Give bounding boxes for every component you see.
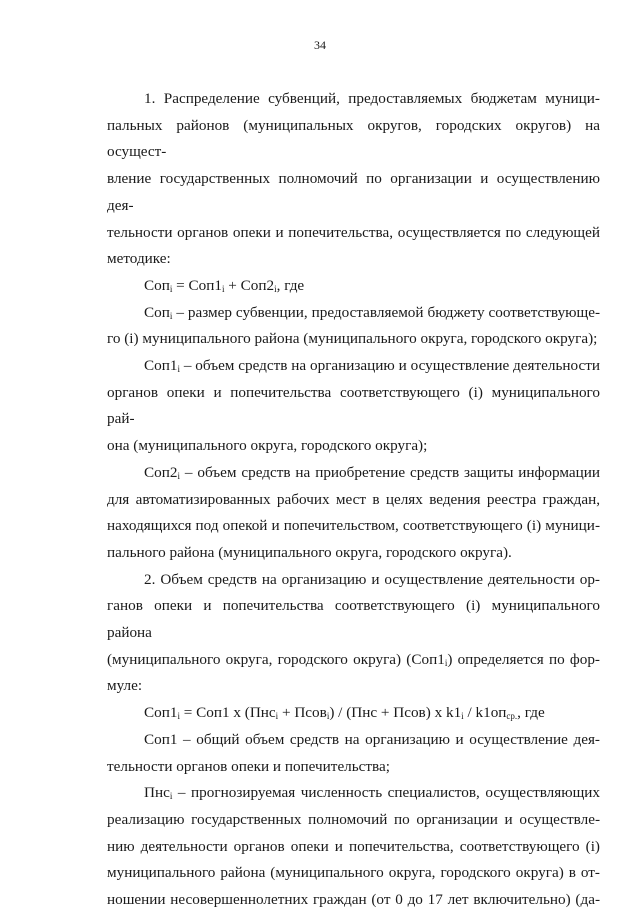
formula-total: $Соп_i = Соп1_i + Соп2_i$, где xyxy=(144,276,305,294)
text-line: нию деятельности органов опеки и попечительства, соответствующего (i) xyxy=(107,837,600,855)
text-line: вление государственных полномочий по организации и осуществлению дея- xyxy=(107,170,600,214)
text-line: пального района (муниципального округа, городского округа). xyxy=(107,543,512,561)
text-line: Соп1 – общий объем средств на организацию и осуществление дея- xyxy=(144,730,600,748)
text-line: она (муниципального округа, городского округа); xyxy=(107,437,428,455)
text-line: муниципального района (муниципального округа, городского округа) в от- xyxy=(107,864,600,882)
text-line: Пнс$_i$ – прогнозируемая численность специалистов, осуществляющих xyxy=(144,784,600,802)
text-line: 2. Объем средств на организацию и осуществление деятельности ор- xyxy=(144,570,600,588)
text-line: реализацию государственных полномочий по организации и осуществле- xyxy=(107,810,600,828)
text-line: 1. Распределение субвенций, предоставляемых бюджетам муници- xyxy=(144,90,600,107)
formula-sop1: $Соп1_i = Соп1$ х (Пнс$_i$ + Псов$_i$) / (Пнс + Псов) х $k1_i / k1оп_{ср.}$, где xyxy=(144,704,545,722)
text-line: находящихся под опекой и попечительством, соответствующего (i) муници- xyxy=(107,517,600,535)
text-line: $Соп1_i$ – объем средств на организацию и осуществление деятельности xyxy=(144,357,600,375)
definition-sop xyxy=(107,300,600,353)
page-number: 34 xyxy=(314,38,326,52)
text-line: (муниципального округа, городского округа) $(Соп1_i)$ определяется по фор- xyxy=(107,650,600,668)
definition-sop1 xyxy=(107,353,600,460)
text-line: для автоматизированных рабочих мест в целях ведения реестра граждан, xyxy=(107,490,600,508)
text-line: методике: xyxy=(107,250,171,268)
text-line: пальных районов (муниципальных округов, городских округов) на осущест- xyxy=(107,116,600,161)
text-line: го (i) муниципального района (муниципального округа, городского округа); xyxy=(107,330,598,348)
definition-sop2 xyxy=(107,460,600,567)
paragraph-2 xyxy=(107,567,600,701)
text-line: органов опеки и попечительства соответствующего (i) муниципального рай- xyxy=(107,383,600,428)
definition-pns xyxy=(107,780,600,914)
text-line: ношении несовершеннолетних граждан (от 0 до 17 лет включительно) (да- xyxy=(107,891,600,909)
text-line: Соп$_i$ – размер субвенции, предоставляемой бюджету соответствующе- xyxy=(144,303,600,321)
paragraph-1 xyxy=(107,86,600,273)
text-line: муле: xyxy=(107,677,143,695)
text-line: ганов опеки и попечительства соответствующего (i) муниципального района xyxy=(107,597,600,642)
text-line: тельности органов опеки и попечительства, осуществляется по следующей xyxy=(107,223,600,241)
definition-sop1-total xyxy=(107,727,600,780)
text-line: тельности органов опеки и попечительства; xyxy=(107,757,390,775)
document-body xyxy=(107,86,600,914)
text-line: $Соп2_i$ – объем средств на приобретение средств защиты информации xyxy=(144,463,600,481)
